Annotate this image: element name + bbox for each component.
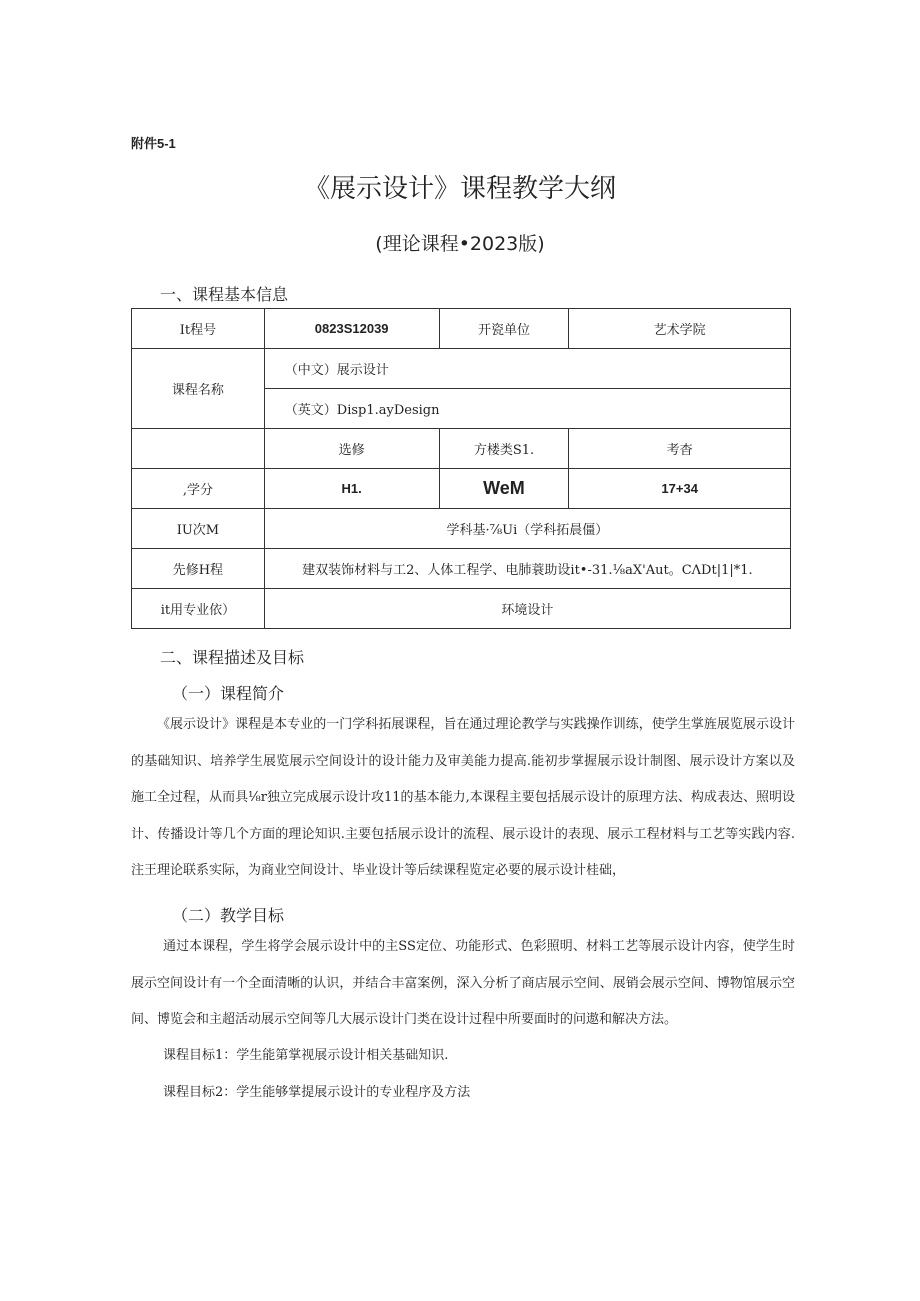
cell-label: WeM <box>439 469 569 509</box>
table-row <box>132 429 791 469</box>
cell-value: 考杳 <box>569 429 791 469</box>
section-heading-description: 二、课程描述及目标 <box>160 648 305 667</box>
cell-label: ,学分 <box>132 469 265 509</box>
cell-label: It程号 <box>132 309 265 349</box>
document-title: 《展示设计》课程教学大纲 <box>303 174 616 204</box>
cell-value: 17+34 <box>569 469 791 509</box>
cell-label: it用专业依） <box>132 589 265 629</box>
cell-value: 艺术学院 <box>569 309 791 349</box>
subsection-heading-intro: （一）课程简介 <box>172 684 285 703</box>
cell-value: （中文）展示设计 <box>264 349 790 389</box>
table-row <box>132 509 791 549</box>
table-row <box>132 469 791 509</box>
cell-value: 环境设计 <box>264 589 790 629</box>
cell-label: IU次M <box>132 509 265 549</box>
cell-value: （英文）Disp1.ayDesign <box>264 389 790 429</box>
cell-value: 0823S12039 <box>264 309 439 349</box>
course-goal-2: 课程目标2：学生能够掌提展示设计的专业程序及方法 <box>163 1085 471 1100</box>
section-heading-basic-info: 一、课程基本信息 <box>160 285 289 304</box>
goals-paragraph: 通过本课程，学生将学会展示设计中的主SS定位、功能形式、色彩照明、材料工艺等展示设计内容，使学生时展示空间设计有一个全面清晰的认识，并结合丰富案例，深入分析了商店展示空间、展销会展示空间、博物馆展示空间、博览会和主超活动展示空间等几大展示设计门类在设计过程中所要面时的问遨和解决方法。 <box>131 939 795 1027</box>
table-row <box>132 589 791 629</box>
cell-value: 学科基·⅞Ui（学科拓晨僵） <box>264 509 790 549</box>
cell-label: 课程名称 <box>132 349 265 429</box>
document-subtitle: (理论课程•2023版) <box>375 233 545 255</box>
cell-label: 方楼类S1. <box>439 429 569 469</box>
cell-label: 开瓷单位 <box>439 309 569 349</box>
cell-label <box>132 429 265 469</box>
course-info-table <box>131 308 791 629</box>
course-goal-1: 课程目标1：学生能第掌视展示设计相关基础知识. <box>163 1048 449 1063</box>
cell-value: H1. <box>264 469 439 509</box>
cell-value: 选修 <box>264 429 439 469</box>
cell-value: 建双装饰材料与工2、人体工程学、电肺蓑助设it•-31.⅛aX'Aut。CΛDt|1|*1. <box>264 549 790 589</box>
intro-paragraph: 《展示设计》课程是本专业的一门学科拓展课程，旨在通过理论教学与实践操作训练，使学生掌旌展览展示设计的基础知识、培养学生展览展示空间设计的设计能力及审美能力提高.能初步掌握展示设计制图、展示设计方案以及施工全过程，从而具⅛r独立完成展示设计攻11的基本能力,本课程主要包括展示设计的原理方法、构成表达、照明设计、传播设计等几个方面的理论知识.主要包括展示设计的流程、展示设计的表现、展示工程材料与工艺等实践内容.注王理论联系实际，为商业空间设计、毕业设计等后续课程览定必要的展示设计桂础， <box>131 717 795 878</box>
table-row <box>132 549 791 589</box>
attachment-label: 附件5-1 <box>131 136 176 151</box>
table-row <box>132 349 791 389</box>
table-row <box>132 309 791 349</box>
cell-label: 先修H程 <box>132 549 265 589</box>
subsection-heading-goals: （二）教学目标 <box>172 906 285 925</box>
